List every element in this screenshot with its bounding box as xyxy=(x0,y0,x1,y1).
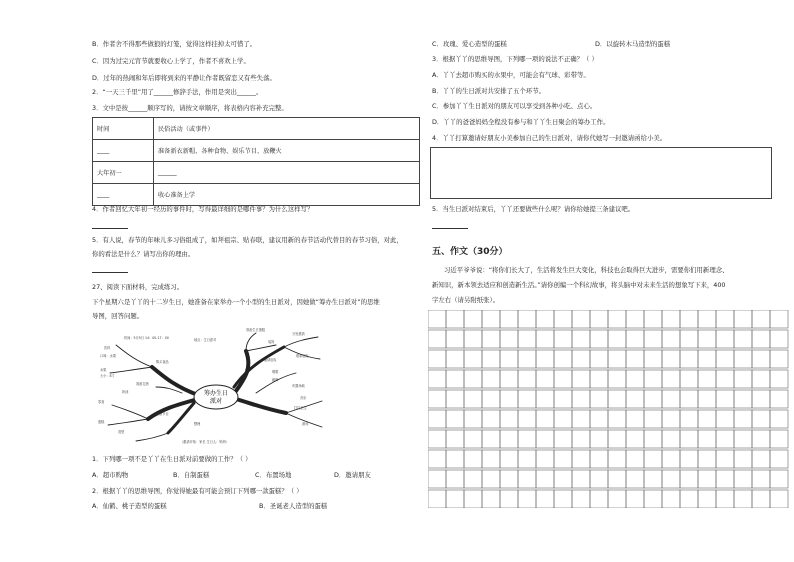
q3-option-a: A．丫丫去超市购买的水果中，可能会有气球、彩带等。 xyxy=(432,71,590,79)
map-label: 游戏 xyxy=(302,422,309,426)
grid-cell xyxy=(662,370,680,388)
grid-cell xyxy=(446,410,464,428)
grid-cell xyxy=(572,390,590,408)
grid-cell xyxy=(770,310,788,328)
grid-cell xyxy=(572,450,590,468)
grid-cell xyxy=(698,470,716,488)
map-label: 音乐 xyxy=(300,396,307,400)
grid-cell xyxy=(572,310,590,328)
grid-cell xyxy=(518,470,536,488)
grid-cell xyxy=(752,370,770,388)
map-label: 造型 xyxy=(118,430,125,434)
grid-cell xyxy=(518,410,536,428)
question-27: 27、阅读下面材料，完成练习。 xyxy=(92,283,184,291)
grid-cell xyxy=(482,490,500,508)
essay-prompt-1: 习近平爷爷说：“将你们长大了，生活将发生巨大变化，科技也会取得巨大进步，需要你们用新理念、 xyxy=(444,266,729,274)
grid-cell xyxy=(590,390,608,408)
grid-cell xyxy=(554,470,572,488)
mq1-option-b: B．自制蛋糕 xyxy=(173,471,210,479)
grid-cell xyxy=(500,370,518,388)
essay-prompt-3: 字左右（请另附纸张）。 xyxy=(432,296,500,304)
grid-cell xyxy=(752,310,770,328)
grid-cell xyxy=(608,450,626,468)
grid-cell xyxy=(482,390,500,408)
grid-cell xyxy=(536,350,554,368)
question-5-line2: 你的看法是什么？请写出你的理由。 xyxy=(92,250,195,258)
grid-cell xyxy=(626,350,644,368)
table-cell: 收心准备上学 xyxy=(154,184,420,206)
grid-cell xyxy=(464,450,482,468)
table-row xyxy=(93,118,420,140)
grid-cell xyxy=(662,390,680,408)
table-cell: ______ xyxy=(154,162,420,184)
table-row xyxy=(93,140,420,162)
question-3: 3．文中是按______顺序写的，请按文章顺序，将表格内容补充完整。 xyxy=(92,104,288,112)
q3-option-b: B．丫丫的生日派对共安排了五个环节。 xyxy=(432,87,546,95)
grid-cell xyxy=(680,410,698,428)
grid-cell xyxy=(518,430,536,448)
right-question-3: 3．根据丫丫的思维导图，下列哪一项的说法不正确？（ ） xyxy=(432,55,598,63)
grid-cell xyxy=(518,490,536,508)
grid-cell xyxy=(734,470,752,488)
grid-cell xyxy=(446,470,464,488)
map-label: 整理 xyxy=(194,422,201,426)
grid-cell xyxy=(446,350,464,368)
grid-cell xyxy=(590,350,608,368)
grid-cell xyxy=(446,370,464,388)
grid-cell xyxy=(734,410,752,428)
grid-cell xyxy=(662,470,680,488)
grid-cell xyxy=(572,490,590,508)
grid-cell xyxy=(680,330,698,348)
map-label: 奶油 xyxy=(122,390,129,394)
grid-cell xyxy=(446,390,464,408)
grid-cell xyxy=(482,470,500,488)
grid-cell xyxy=(500,450,518,468)
grid-cell xyxy=(482,410,500,428)
table-row xyxy=(93,162,420,184)
grid-cell xyxy=(734,390,752,408)
mq1-option-a: A．超市购物 xyxy=(92,471,129,479)
grid-cell xyxy=(590,370,608,388)
grid-cell xyxy=(716,390,734,408)
grid-cell xyxy=(770,430,788,448)
table-cell: 准备新衣新帽、各种食物、娱乐节目、放鞭火 xyxy=(154,140,420,162)
grid-cell xyxy=(716,450,734,468)
grid-cell xyxy=(590,330,608,348)
table-header-cell: 时间 xyxy=(93,118,154,140)
map-label: 布置场地 xyxy=(292,384,305,388)
grid-cell xyxy=(662,410,680,428)
grid-cell xyxy=(662,330,680,348)
center-label-2: 派对 xyxy=(209,398,223,405)
grid-cell xyxy=(518,370,536,388)
grid-cell xyxy=(716,470,734,488)
grid-cell xyxy=(608,490,626,508)
map-label: 购买食品 xyxy=(156,360,169,364)
map-label: 邀请朋友 xyxy=(264,358,277,362)
grid-cell xyxy=(428,430,446,448)
grid-cell xyxy=(482,370,500,388)
grid-cell xyxy=(770,390,788,408)
grid-cell xyxy=(608,310,626,328)
grid-cell xyxy=(590,490,608,508)
essay-prompt-2: 新知识，新本领去适应和创造新生活。”请你创编一个科幻故事，将头脑中对未来生活的想象写下来，400 xyxy=(432,281,726,289)
grid-cell xyxy=(662,350,680,368)
grid-cell xyxy=(500,490,518,508)
grid-cell xyxy=(752,490,770,508)
grid-cell xyxy=(608,350,626,368)
grid-cell xyxy=(698,490,716,508)
grid-cell xyxy=(752,410,770,428)
grid-cell xyxy=(518,450,536,468)
grid-cell xyxy=(698,410,716,428)
grid-cell xyxy=(428,390,446,408)
grid-cell xyxy=(644,330,662,348)
grid-cell xyxy=(518,310,536,328)
grid-cell xyxy=(644,490,662,508)
map-label: 大小：8寸 xyxy=(100,374,115,378)
question-2: 2．“一天三千里”用了______修辞手法，作用是突出______。 xyxy=(92,88,263,96)
q3-option-c: C．参加丫丫生日派对的朋友可以享受到各种小吃、点心。 xyxy=(432,102,597,110)
mq1-option-c: C．布置场地 xyxy=(255,471,292,479)
grid-cell xyxy=(734,350,752,368)
grid-cell xyxy=(500,330,518,348)
grid-cell xyxy=(500,390,518,408)
grid-cell xyxy=(464,470,482,488)
grid-cell xyxy=(428,450,446,468)
grid-cell xyxy=(554,490,572,508)
grid-cell xyxy=(716,330,734,348)
answer-line xyxy=(432,228,468,229)
grid-cell xyxy=(662,490,680,508)
grid-cell xyxy=(698,330,716,348)
grid-cell xyxy=(734,330,752,348)
q3-option-d: D．丫丫的爸爸妈妈全程没有参与和丫丫生日聚会的筹办工作。 xyxy=(432,118,610,126)
grid-cell xyxy=(464,350,482,368)
grid-cell xyxy=(482,350,500,368)
grid-cell xyxy=(644,310,662,328)
grid-cell xyxy=(716,410,734,428)
mq2-option-a: A．仙鹤、桃子造型的蛋糕 xyxy=(92,502,167,510)
grid-cell xyxy=(428,370,446,388)
grid-cell xyxy=(680,310,698,328)
grid-cell xyxy=(518,350,536,368)
grid-cell xyxy=(662,450,680,468)
map-label: 蛋糕 xyxy=(98,420,105,424)
map-label: 唱歌 xyxy=(272,370,279,374)
grid-cell xyxy=(644,390,662,408)
grid-cell xyxy=(554,330,572,348)
grid-cell xyxy=(464,430,482,448)
table-row xyxy=(93,184,420,206)
question-4: 4．作者回忆大年初一经历的事件时，写得最详细的是哪件事？为什么这样写？ xyxy=(92,205,314,213)
grid-cell xyxy=(572,330,590,348)
map-label: 准备礼物 xyxy=(136,382,149,386)
map-label: 零食 xyxy=(98,400,105,404)
grid-cell xyxy=(734,450,752,468)
grid-cell xyxy=(536,430,554,448)
grid-cell xyxy=(680,430,698,448)
map-label: 时间：5月5日 14：00-17：00 xyxy=(124,336,169,340)
grid-cell xyxy=(680,450,698,468)
grid-cell xyxy=(482,450,500,468)
grid-cell xyxy=(446,490,464,508)
grid-cell xyxy=(590,430,608,448)
grid-cell xyxy=(770,450,788,468)
grid-cell xyxy=(698,450,716,468)
grid-cell xyxy=(698,390,716,408)
grid-cell xyxy=(590,310,608,328)
grid-cell xyxy=(770,350,788,368)
map-question-1: 1．下列哪一项不是丫丫在生日派对前要做的工作？（ ） xyxy=(92,455,252,463)
grid-cell xyxy=(680,370,698,388)
grid-cell xyxy=(500,410,518,428)
map-label: 地点：生日派对 xyxy=(194,338,217,342)
grid-cell xyxy=(716,430,734,448)
grid-cell xyxy=(554,310,572,328)
table-cell: ____ xyxy=(93,184,154,206)
right-question-5: 5．当生日派对结束后，丫丫还要做些什么呢？请你给她提三条建议吧。 xyxy=(432,205,635,213)
grid-cell xyxy=(626,490,644,508)
grid-cell xyxy=(698,430,716,448)
grid-cell xyxy=(608,390,626,408)
table-header-cell: 民俗活动（或事件） xyxy=(154,118,420,140)
map-label: 装饰 xyxy=(268,340,275,344)
grid-cell xyxy=(716,310,734,328)
grid-cell xyxy=(590,410,608,428)
grid-cell xyxy=(536,310,554,328)
grid-cell xyxy=(608,370,626,388)
grid-cell xyxy=(608,470,626,488)
grid-cell xyxy=(554,410,572,428)
activity-table xyxy=(92,117,420,206)
grid-cell xyxy=(500,470,518,488)
grid-cell xyxy=(626,390,644,408)
grid-cell xyxy=(572,410,590,428)
grid-cell xyxy=(428,410,446,428)
map-label: 跳舞 xyxy=(272,378,279,382)
grid-cell xyxy=(464,390,482,408)
map-note: （邀请对象：家长 生日人：妈妈） xyxy=(180,440,229,444)
right-question-4: 4．丫丫打算邀请好朋友小美参加自己的生日派对，请你代她写一封邀请函给小美。 xyxy=(432,134,667,142)
grid-cell xyxy=(536,490,554,508)
invitation-answer-box xyxy=(430,147,772,199)
grid-cell xyxy=(590,450,608,468)
grid-cell xyxy=(428,490,446,508)
grid-cell xyxy=(680,350,698,368)
map-label: 准备生日蛋糕 xyxy=(246,328,266,332)
grid-cell xyxy=(626,330,644,348)
grid-cell xyxy=(626,310,644,328)
option-c-cake: C．玫瑰、爱心造型的蛋糕 xyxy=(432,40,507,48)
map-label: 准备节目 xyxy=(156,412,169,416)
grid-cell xyxy=(770,490,788,508)
grid-cell xyxy=(608,410,626,428)
grid-cell xyxy=(482,430,500,448)
grid-cell xyxy=(770,330,788,348)
grid-cell xyxy=(608,330,626,348)
map-label: 打扫卫生 xyxy=(294,406,307,410)
grid-cell xyxy=(446,310,464,328)
intro-line2: 导图，回答问题。 xyxy=(92,312,144,320)
grid-cell xyxy=(644,430,662,448)
grid-cell xyxy=(464,370,482,388)
option-d: D．过年的热闹和年后即将到来的平静让作者既留恋又有些失落。 xyxy=(92,74,276,82)
grid-cell xyxy=(752,330,770,348)
table-cell: ____ xyxy=(93,140,154,162)
grid-cell xyxy=(536,470,554,488)
grid-cell xyxy=(536,330,554,348)
grid-cell xyxy=(536,370,554,388)
grid-cell xyxy=(428,310,446,328)
writing-grid xyxy=(428,310,794,508)
grid-cell xyxy=(482,310,500,328)
section-title: 五、作文（30分） xyxy=(432,247,508,257)
grid-cell xyxy=(482,330,500,348)
option-b: B．作者舍不得那些做狼的灯笼，觉得这样挂掉太可惜了。 xyxy=(92,40,257,48)
grid-cell xyxy=(500,350,518,368)
map-label: 联系朋友 xyxy=(296,354,309,358)
grid-cell xyxy=(752,470,770,488)
grid-cell xyxy=(572,350,590,368)
grid-cell xyxy=(752,390,770,408)
grid-cell xyxy=(770,470,788,488)
map-label: 饮料 xyxy=(104,346,111,350)
grid-cell xyxy=(752,430,770,448)
grid-cell xyxy=(572,370,590,388)
grid-cell xyxy=(716,350,734,368)
grid-cell xyxy=(464,490,482,508)
grid-cell xyxy=(464,310,482,328)
mind-map xyxy=(96,327,330,447)
grid-cell xyxy=(572,430,590,448)
grid-cell xyxy=(734,430,752,448)
answer-line xyxy=(92,272,128,273)
grid-cell xyxy=(554,390,572,408)
grid-cell xyxy=(446,330,464,348)
center-node xyxy=(194,385,238,409)
table-cell: 大年初一 xyxy=(93,162,154,184)
grid-cell xyxy=(644,370,662,388)
map-label: 口味：水果 xyxy=(100,354,116,358)
intro-line1: 下个星期六是丫丫的十二岁生日，她准备在家举办一个小型的生日派对，因她做“筹办生日派对”的思维 xyxy=(92,298,380,306)
grid-cell xyxy=(662,430,680,448)
grid-cell xyxy=(716,370,734,388)
grid-cell xyxy=(554,450,572,468)
grid-cell xyxy=(734,490,752,508)
grid-cell xyxy=(626,470,644,488)
grid-cell xyxy=(518,330,536,348)
center-label-1: 筹办生日 xyxy=(203,390,229,397)
answer-line xyxy=(92,228,128,229)
map-label: 水果 xyxy=(100,368,107,372)
grid-cell xyxy=(464,330,482,348)
grid-cell xyxy=(644,410,662,428)
grid-cell xyxy=(500,310,518,328)
grid-cell xyxy=(698,310,716,328)
grid-cell xyxy=(500,430,518,448)
grid-cell xyxy=(554,430,572,448)
grid-cell xyxy=(536,450,554,468)
grid-cell xyxy=(770,370,788,388)
grid-cell xyxy=(644,450,662,468)
grid-cell xyxy=(446,430,464,448)
option-c: C．因为过完元宵节就要收心上学了，作者不喜欢上学。 xyxy=(92,57,250,65)
question-5-line1: 5．有人说，春节的年味儿多习俗组成了，如拜祖宗、贴春联，建议用新的春节活动代替目的春节习俗，对此， xyxy=(92,236,403,244)
grid-cell xyxy=(536,390,554,408)
grid-cell xyxy=(626,410,644,428)
grid-cell xyxy=(590,470,608,488)
grid-cell xyxy=(626,430,644,448)
grid-cell xyxy=(734,310,752,328)
grid-cell xyxy=(572,470,590,488)
grid-cell xyxy=(536,410,554,428)
map-question-2: 2．根据丫丫的思维导图，你觉得她最有可能会预订下列哪一款蛋糕？（ ） xyxy=(92,487,303,495)
map-label: 分发邀请 xyxy=(292,332,305,336)
grid-cell xyxy=(626,370,644,388)
grid-cell xyxy=(698,370,716,388)
grid-cell xyxy=(680,470,698,488)
mq1-option-d: D．邀请朋友 xyxy=(334,471,371,479)
grid-cell xyxy=(554,370,572,388)
grid-cell xyxy=(428,470,446,488)
grid-cell xyxy=(626,450,644,468)
grid-cell xyxy=(662,310,680,328)
mq2-option-b: B．圣诞老人造型的蛋糕 xyxy=(259,502,328,510)
grid-cell xyxy=(608,430,626,448)
option-d-cake: D．以旋转木马造型的蛋糕 xyxy=(595,40,671,48)
grid-cell xyxy=(518,390,536,408)
grid-cell xyxy=(554,350,572,368)
grid-cell xyxy=(734,370,752,388)
grid-cell xyxy=(698,350,716,368)
grid-cell xyxy=(716,490,734,508)
grid-cell xyxy=(464,410,482,428)
grid-cell xyxy=(428,330,446,348)
grid-cell xyxy=(680,390,698,408)
grid-cell xyxy=(752,350,770,368)
grid-cell xyxy=(680,490,698,508)
grid-cell xyxy=(644,470,662,488)
grid-cell xyxy=(752,450,770,468)
grid-cell xyxy=(770,410,788,428)
grid-cell xyxy=(644,350,662,368)
grid-cell xyxy=(446,450,464,468)
grid-cell xyxy=(428,350,446,368)
